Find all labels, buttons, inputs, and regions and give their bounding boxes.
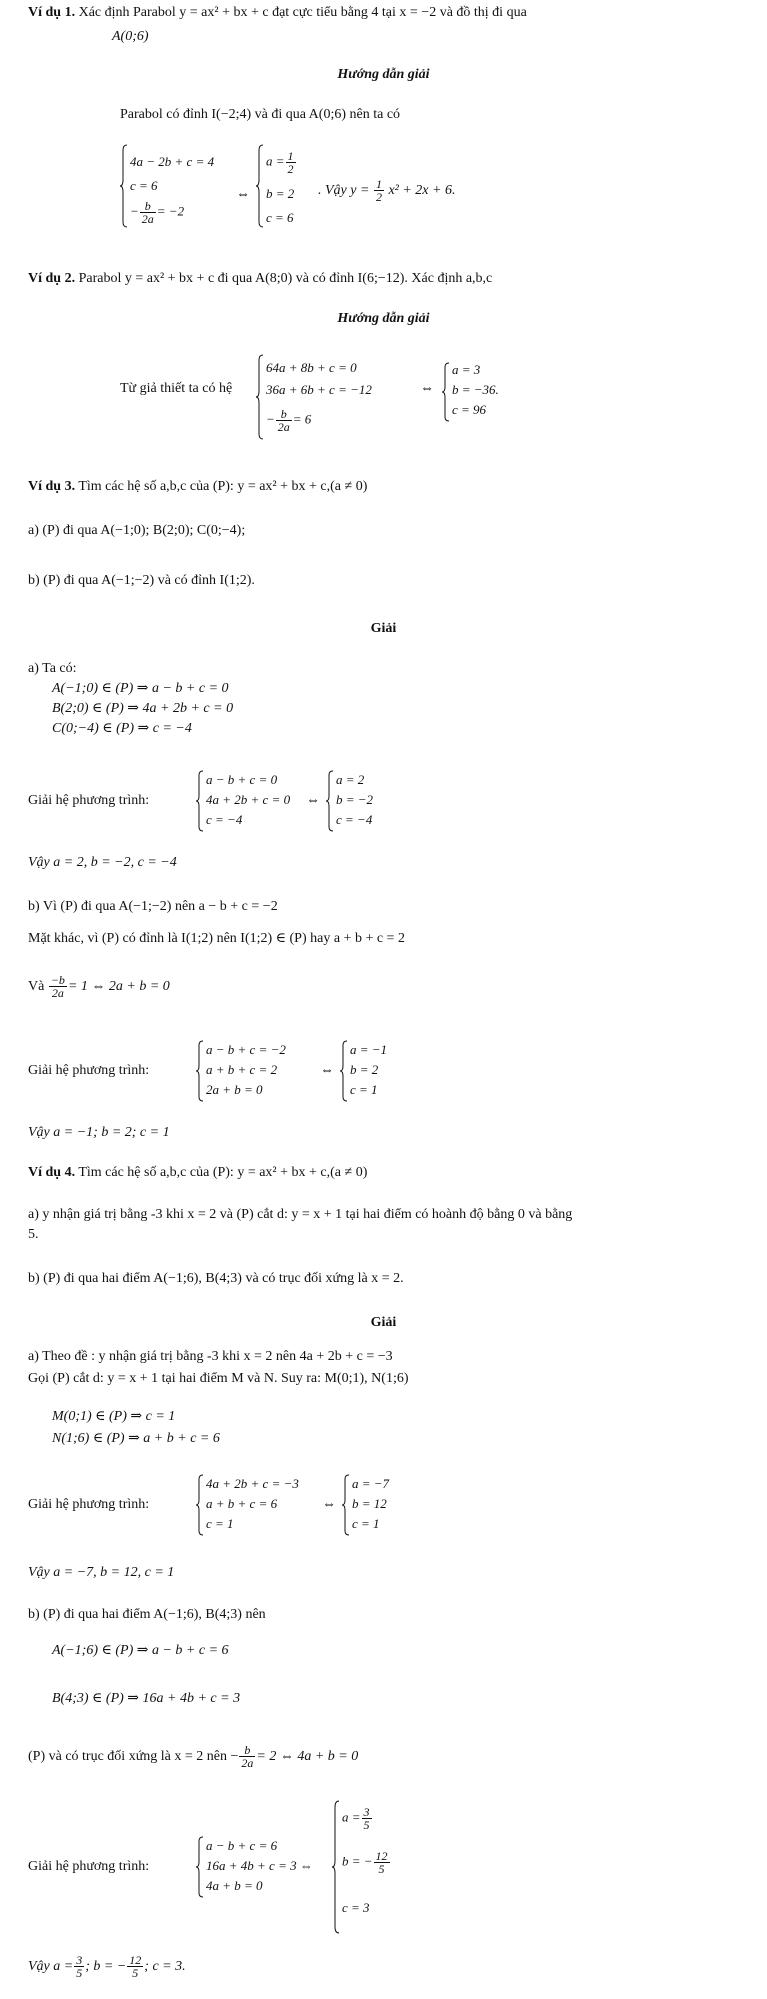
example-4-solve-system-2: Giải hệ phương trình: [28, 1859, 150, 1874]
example-4-system-2-left: a − b + c = 6 16a + 4b + c = 3 ⇔ 4a + b = 0 [196, 1836, 346, 1898]
equivalence-icon: ⇔ [306, 793, 320, 808]
example-4-system-2-right: a = $\frac{3}{5}$ b = − $\frac{12}{5}$ c = 3 [332, 1800, 422, 1934]
equivalence-icon: ⇔ [420, 381, 434, 396]
example-4-title: Ví dụ 4. [28, 1165, 76, 1180]
brace-icon [196, 1474, 204, 1536]
brace-icon [442, 362, 450, 422]
example-4-answer-a: Vậy a = −7, b = 12, c = 1 [28, 1565, 175, 1580]
example-3-solve-system-2: Giải hệ phương trình: [28, 1063, 150, 1078]
example-4-step-1: a) Theo đề : y nhận giá trị bằng -3 khi x = 2 nên 4a + 2b + c = −3 [28, 1349, 393, 1364]
brace-icon [340, 1040, 348, 1102]
example-3-b-line-3: Và $\frac{-b}{2a}$ = 1 ⇔ 2a + b = 0 [28, 973, 170, 1001]
equivalence-icon: ⇔ [322, 1497, 336, 1512]
example-4-part-b: b) (P) đi qua hai điểm A(−1;6), B(4;3) và có trục đối xứng là x = 2. [28, 1271, 404, 1286]
example-1-line: Parabol có đỉnh I(−2;4) và đi qua A(0;6) nên ta có [120, 107, 401, 122]
example-3-line-1: A(−1;0) ∈ (P) ⇒ a − b + c = 0 [52, 681, 229, 696]
example-4-part-a: a) y nhận giá trị bằng -3 khi x = 2 và (P) cắt d: y = x + 1 tại hai điểm có hoành độ bằng 0 và bằng [28, 1207, 573, 1222]
example-2-system-left: 64a + 8b + c = 0 36a + 6b + c = −12 − $\frac{b}{2a}$ = 6 [256, 354, 416, 440]
example-1-heading [28, 4, 527, 22]
example-4-part-a-cont: 5. [28, 1227, 39, 1242]
example-1-system-left: 4a − 2b + c = 4 c = 6 − $\frac{b}{2a}$ = −2 [120, 144, 230, 228]
example-3-answer-b: Vậy a = −1; b = 2; c = 1 [28, 1125, 170, 1140]
example-3-system-2-right: a = −1 b = 2 c = 1 [340, 1040, 410, 1102]
example-1-guide: Hướng dẫn giải [337, 67, 430, 82]
example-4-b-line-3: B(4;3) ∈ (P) ⇒ 16a + 4b + c = 3 [52, 1691, 241, 1706]
brace-icon [196, 1836, 204, 1898]
example-4-step-2: Gọi (P) cắt d: y = x + 1 tại hai điểm M và N. Suy ra: M(0;1), N(1;6) [28, 1371, 409, 1386]
brace-icon [196, 770, 204, 832]
example-3-text: Tìm các hệ số a,b,c của (P): y = ax² + bx + c,(a ≠ 0) [78, 479, 368, 494]
example-4-text: Tìm các hệ số a,b,c của (P): y = ax² + bx + c,(a ≠ 0) [78, 1165, 368, 1180]
example-3-solve-system-1: Giải hệ phương trình: [28, 793, 150, 808]
example-4-solve: Giải [370, 1315, 397, 1330]
brace-icon [120, 144, 128, 228]
example-1-text: Xác định Parabol y = ax² + bx + c đạt cực tiểu bằng 4 tại x = −2 và đồ thị đi qua [78, 5, 527, 20]
example-3-heading [28, 478, 367, 496]
example-4-heading [28, 1164, 367, 1182]
brace-icon [332, 1800, 340, 1934]
example-4-system-1-left: 4a + 2b + c = −3 a + b + c = 6 c = 1 [196, 1474, 326, 1536]
example-3-title: Ví dụ 3. [28, 479, 76, 494]
example-4-b-line-4: (P) và có trục đối xứng là x = 2 nên − $\frac{b}{2a}$ = 2 ⇔ 4a + b = 0 [28, 1743, 359, 1771]
brace-icon [326, 770, 334, 832]
example-2-text: Parabol y = ax² + bx + c đi qua A(8;0) và có đỉnh I(6;−12). Xác định a,b,c [78, 271, 493, 286]
example-3-line-2: B(2;0) ∈ (P) ⇒ 4a + 2b + c = 0 [52, 701, 234, 716]
example-4-b-line-2: A(−1;6) ∈ (P) ⇒ a − b + c = 6 [52, 1643, 229, 1658]
example-3-answer-a: Vậy a = 2, b = −2, c = −4 [28, 855, 177, 870]
example-3-line-3: C(0;−4) ∈ (P) ⇒ c = −4 [52, 721, 192, 736]
brace-icon [342, 1474, 350, 1536]
example-1-result: . Vậy y = $\frac{1}{2}$ x² + 2x + 6. [318, 177, 456, 205]
example-3-b-line-2: Mặt khác, vì (P) có đỉnh là I(1;2) nên I(1;2) ∈ (P) hay a + b + c = 2 [28, 931, 405, 946]
example-4-answer-b: Vậy a = $\frac{3}{5}$ ; b = − $\frac{12}{5}$ ; c = 3. [28, 1953, 186, 1981]
example-2-guide: Hướng dẫn giải [337, 311, 430, 326]
example-3-system-1-right: a = 2 b = −2 c = −4 [326, 770, 396, 832]
example-3-b-line-1: b) Vì (P) đi qua A(−1;−2) nên a − b + c = −2 [28, 899, 278, 914]
example-3-solve: Giải [370, 621, 397, 636]
example-1-point: A(0;6) [112, 29, 149, 44]
brace-icon [256, 144, 264, 228]
brace-icon [196, 1040, 204, 1102]
equivalence-icon: ⇔ [320, 1063, 334, 1078]
brace-icon [256, 354, 264, 440]
example-3-part-a: a) (P) đi qua A(−1;0); B(2;0); C(0;−4); [28, 523, 246, 538]
example-2-title: Ví dụ 2. [28, 271, 76, 286]
example-3-system-2-left: a − b + c = −2 a + b + c = 2 2a + b = 0 [196, 1040, 316, 1102]
example-4-step-4: N(1;6) ∈ (P) ⇒ a + b + c = 6 [52, 1431, 220, 1446]
example-2-heading [28, 270, 492, 288]
example-3-part-b: b) (P) đi qua A(−1;−2) và có đỉnh I(1;2). [28, 573, 255, 588]
example-4-b-line-1: b) (P) đi qua hai điểm A(−1;6), B(4;3) nên [28, 1607, 266, 1622]
example-3-system-1-left: a − b + c = 0 4a + 2b + c = 0 c = −4 [196, 770, 316, 832]
example-4-system-1-right: a = −7 b = 12 c = 1 [342, 1474, 412, 1536]
example-2-system-right: a = 3 b = −36. c = 96 [442, 362, 522, 422]
example-2-intro: Từ giả thiết ta có hệ [120, 381, 233, 396]
example-1-title: Ví dụ 1. [28, 5, 76, 20]
example-4-step-3: M(0;1) ∈ (P) ⇒ c = 1 [52, 1409, 176, 1424]
equivalence-icon: ⇔ [236, 187, 250, 202]
example-4-solve-system-1: Giải hệ phương trình: [28, 1497, 150, 1512]
example-3-ta-co: a) Ta có: [28, 661, 77, 676]
example-1-system-right: a = $\frac{1}{2}$ b = 2 c = 6 [256, 144, 346, 228]
